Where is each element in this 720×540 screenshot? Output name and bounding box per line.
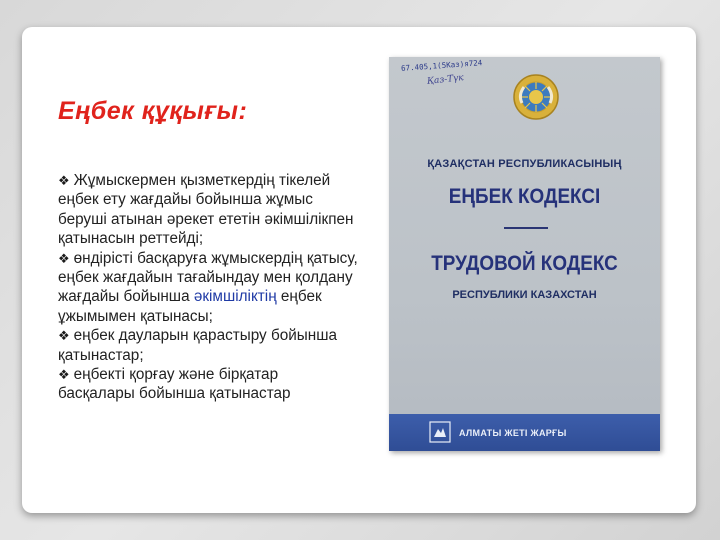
title-divider [504, 227, 548, 229]
list-item [58, 365, 358, 404]
book-subtitle-ru: РЕСПУБЛИКИ КАЗАХСТАН [452, 289, 597, 301]
diamond-bullet-icon: ❖ [58, 367, 70, 383]
list-item-text: өндірісті басқаруға жұмыскердің қатысу, еңбек жағдайын тағайындау мен қолдану жағдайы бойынша [58, 249, 358, 306]
book-cover-image [389, 57, 660, 451]
diamond-bullet-icon: ❖ [58, 250, 70, 266]
book-title-kz: ЕҢБЕК КОДЕКСІ [448, 185, 601, 208]
list-item [58, 171, 358, 249]
book-header-kz: ҚАЗАҚСТАН РЕСПУБЛИКАСЫНЫҢ [427, 158, 622, 170]
kazakhstan-emblem-icon [512, 73, 560, 121]
list-item-text-tail: еңбек ұжымымен қатынасы; [58, 288, 322, 325]
publisher-logo-icon [429, 421, 451, 443]
slide-title: Еңбек құқығы: [58, 97, 248, 125]
publisher-name: АЛМАТЫ ЖЕТІ ЖАРҒЫ [459, 428, 567, 438]
bullet-list [58, 171, 358, 404]
hyperlink-text[interactable]: әкімшіліктің [193, 288, 277, 306]
slide-card [22, 27, 696, 513]
list-item [58, 326, 358, 365]
diamond-bullet-icon: ❖ [58, 173, 70, 188]
diamond-bullet-icon: ❖ [58, 328, 70, 344]
handwritten-catalog-number: 67.405,1(5Каз)я724 [400, 58, 483, 73]
handwritten-note: Қаз-Түк [426, 73, 465, 87]
list-item-text: Жұмыскермен қызметкердің тікелей еңбек ету жағдайы бойынша жұмыс беруші атынан әрекет ететін әкімшілікпен қатынасын реттейді; [58, 172, 354, 248]
list-item-text: еңбек дауларын қарастыру бойынша қатынастар; [58, 327, 337, 364]
list-item-text: еңбекті қорғау және бірқатар басқалары бойынша қатынастар [58, 366, 291, 403]
book-title-ru: ТРУДОВОЙ КОДЕКС [431, 252, 618, 275]
list-item [58, 249, 358, 327]
